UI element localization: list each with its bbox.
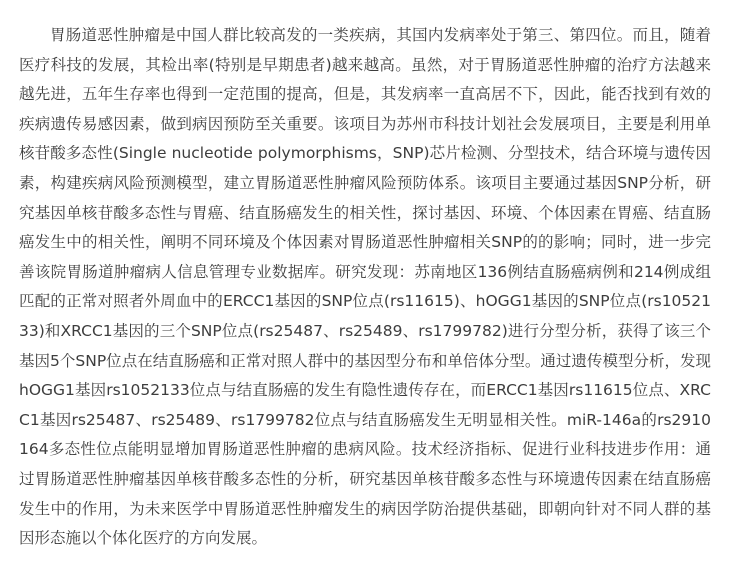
article-paragraph: 胃肠道恶性肿瘤是中国人群比较高发的一类疾病，其国内发病率处于第三、第四位。而且，随着医疗科技的发展，其检出率(特别是早期患者)越来越高。虽然，对于胃肠道恶性肿瘤的治疗方法越来越先进，五年生存率也得到一定范围的提高，但是，其发病率一直高居不下，因此，能否找到有效的疾病遗传易感因素，做到病因预防至关重要。该项目为苏州市科技计划社会发展项目，主要是利用单核苷酸多态性(Single nucleotide polymorphisms，SNP)芯片检测、分型技术，结合环境与遗传因素，构建疾病风险预测模型，建立胃肠道恶性肿瘤风险预防体系。该项目主要通过基因SNP分析，研究基因单核苷酸多态性与胃癌、结直肠癌发生的相关性，探讨基因、环境、个体因素在胃癌、结直肠癌发生中的相关性，阐明不同环境及个体因素对胃肠道恶性肿瘤相关SNP的的影响；同时，进一步完善该院胃肠道肿瘤病人信息管理专业数据库。研究发现：苏南地区136例结直肠癌病例和214例成组匹配的正常对照者外周血中的ERCC1基因的SNP位点(rs11615)、hOGG1基因的SNP位点(rs1052133)和XRCC1基因的三个SNP位点(rs25487、rs25489、rs1799782)进行分型分析，获得了该三个基因5个SNP位点在结直肠癌和正常对照人群中的基因型分布和单倍体分型。通过遗传模型分析，发现hOGG1基因rs1052133位点与结直肠癌的发生有隐性遗传存在，而ERCC1基因rs11615位点、XRCC1基因rs25487、rs25489、rs1799782位点与结直肠癌发生无明显相关性。miR-146a的rs2910164多态性位点能明显增加胃肠道恶性肿瘤的患病风险。技术经济指标、促进行业科技进步作用：通过胃肠道恶性肿瘤基因单核苷酸多态性的分析，研究基因单核苷酸多态性与环境遗传因素在结直肠癌发生中的作用，为未来医学中胃肠道恶性肿瘤发生的病因学防治提供基础，即朝向针对不同人群的基因形态施以个体化医疗的方向发展。 xyxy=(19,26,711,548)
